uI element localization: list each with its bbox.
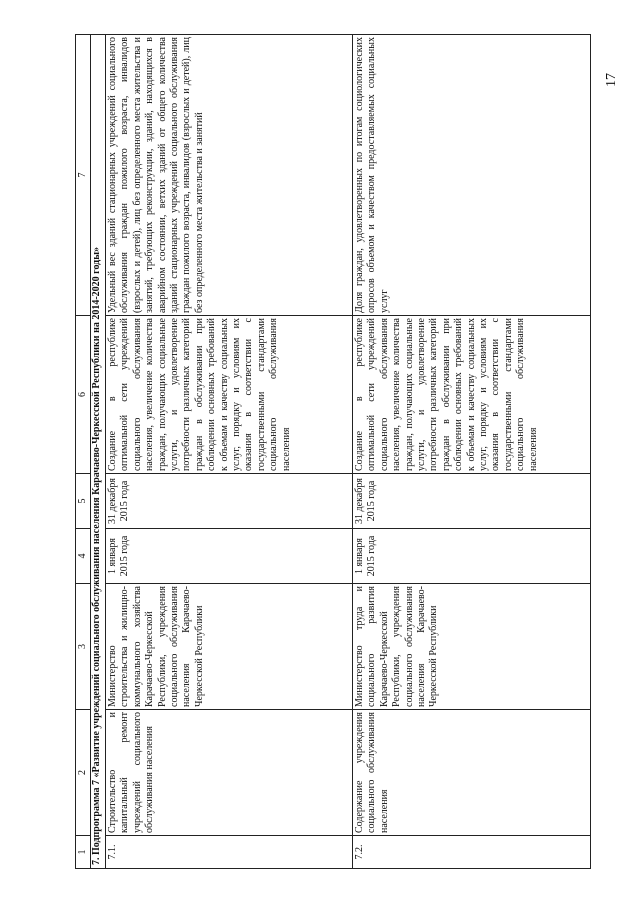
- column-number-cell: 4: [76, 529, 91, 584]
- measure-name: Строительство и капитальный ремонт учреждений социального обслуживания населения: [106, 710, 353, 836]
- column-number-row: [76, 35, 91, 869]
- subprogram-title: 7. Подпрограмма 7 «Развитие учреждений социального обслуживания населения Карачаево-Черкесской Республики на 2014-2020 годы»: [91, 35, 106, 869]
- measures-table: [75, 34, 591, 869]
- indicator: Доля граждан, удовлетворенных по итогам социологических опросов объемом и качеством предоставляемых социальных услуг: [353, 35, 591, 316]
- executor: Министерство труда и социального развития Карачаево-Черкесской Республики, учреждения социального обслуживания населения Карачаево-Черкесской Республики: [353, 584, 591, 710]
- column-number-cell: 3: [76, 584, 91, 710]
- row-number: 7.1.: [106, 836, 353, 869]
- expected-result: Создание в республике оптимальной сети учреждений социального обслуживания населения, увеличение количества граждан, получающих социальные услуги, и удовлетворение потребности различных категорий граждан в обслуживании при соблюдении основных требований к объемам и качеству социальных услуг, порядку и условиям их оказания в соответствии с государственными стандартами социального обслуживания населения: [353, 316, 591, 474]
- measure-name: Содержание учреждения социального обслуживания населения: [353, 710, 591, 836]
- page-number: [600, 60, 624, 100]
- column-number-cell: 7: [76, 35, 91, 316]
- column-number-cell: 6: [76, 316, 91, 474]
- subprogram-row: [91, 35, 106, 869]
- column-number-cell: 1: [76, 836, 91, 869]
- expected-result: Создание в республике оптимальной сети учреждений социального обслуживания населения, увеличение количества граждан, получающих социальные услуги, и удовлетворение потребности различных категорий граждан в обслуживании при соблюдении основных требований к объемам и качеству социальных услуг, порядку и условиям их оказания в соответствии с государственными стандартами социального обслуживания населения: [106, 316, 353, 474]
- end-date: 31 декабря 2015 года: [106, 474, 353, 529]
- start-date: 1 января 2015 года: [353, 529, 591, 584]
- row-number: 7.2.: [353, 836, 591, 869]
- page-number-text: 17: [604, 73, 619, 87]
- rotated-table-container: [75, 35, 585, 869]
- executor: Министерство строительства и жилищно-коммунального хозяйства Карачаево-Черкесской Республики, учреждения социального обслуживания населения Карачаево-Черкесской Республики: [106, 584, 353, 710]
- start-date: 1 января 2015 года: [106, 529, 353, 584]
- table-row: [353, 35, 591, 869]
- table-row: [106, 35, 353, 869]
- end-date: 31 декабря 2015 года: [353, 474, 591, 529]
- column-number-cell: 2: [76, 710, 91, 836]
- indicator: Удельный вес зданий стационарных учреждений социального обслуживания граждан пожилого возраста, инвалидов (взрослых и детей), лиц без определенного места жительства и занятий, требующих реконструкции, зданий, находящихся в аварийном состоянии, ветхих зданий от общего количества зданий стационарных учреждений социального обслуживания граждан пожилого возраста, инвалидов (взрослых и детей), лиц без определенного места жительства и занятий: [106, 35, 353, 316]
- column-number-cell: 5: [76, 474, 91, 529]
